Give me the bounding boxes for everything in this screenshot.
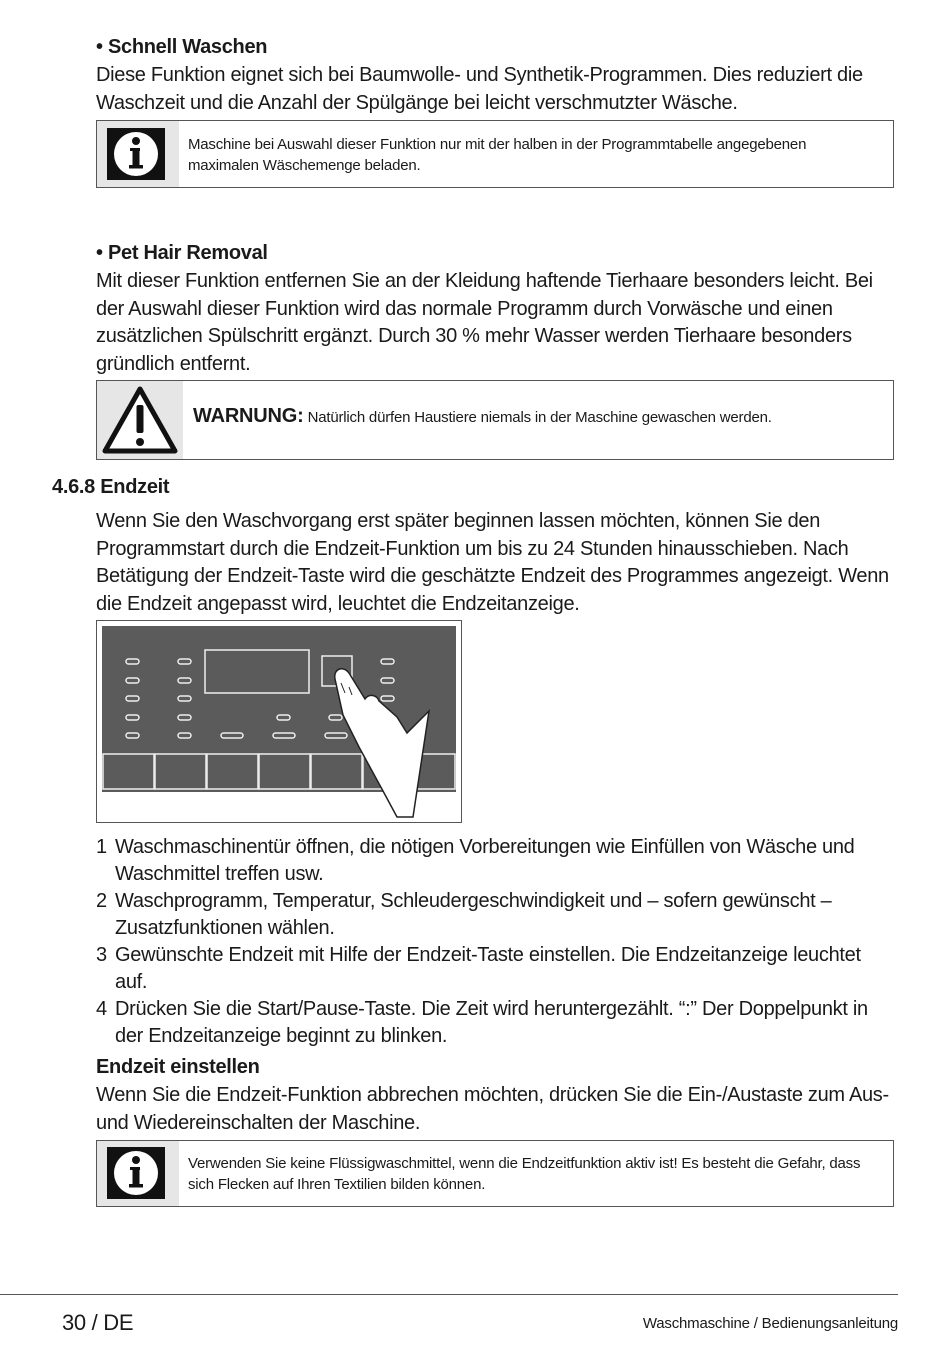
info-icon — [107, 128, 165, 185]
info-note-1-text: Maschine bei Auswahl dieser Funktion nur mit der halben in der Programmtabelle angegebenen maximalen Wäschemenge beladen. — [188, 136, 807, 174]
pet-hair-heading: • Pet Hair Removal — [96, 242, 268, 264]
pet-hair-text: Mit dieser Funktion entfernen Sie an der Kleidung haftende Tierhaare besonders leicht. Bei der Auswahl dieser Funktion wird das normale Programm durch Vorwäsche und einen zusätzlichen Spülschritt ergänzt. Durch 30 % mehr Wasser werden Tierhaare besonders gründlich entfernt. — [96, 270, 873, 375]
page-number: 30 / DE — [62, 1310, 134, 1335]
list-item: 2 Waschprogramm, Temperatur, Schleudergeschwindigkeit und – sofern gewünscht – Zusatzfunktionen wählen. — [96, 890, 832, 939]
endzeit-steps-list — [96, 834, 896, 1050]
list-item: 4 Drücken Sie die Start/Pause-Taste. Die Zeit wird heruntergezählt. “:” Der Doppelpunkt in der Endzeitanzeige beginnt zu blinken. — [96, 998, 868, 1047]
warning-triangle-icon — [101, 385, 179, 460]
list-item: 3 Gewünschte Endzeit mit Hilfe der Endzeit-Taste einstellen. Die Endzeitanzeige leuchtet auf. — [96, 944, 861, 993]
warning-note — [96, 380, 894, 460]
document-title: Waschmaschine / Bedienungsanleitung — [642, 1315, 898, 1332]
endzeit-section-title: 4.6.8 Endzeit — [52, 476, 170, 498]
info-note-2 — [96, 1140, 894, 1207]
endzeit-einstellen-heading: Endzeit einstellen — [96, 1056, 260, 1078]
endzeit-einstellen-text: Wenn Sie die Endzeit-Funktion abbrechen möchten, drücken Sie die Ein-/Austaste zum Aus- und Wiedereinschalten der Maschine. — [96, 1084, 889, 1134]
schnell-waschen-text: Diese Funktion eignet sich bei Baumwolle- und Synthetik-Programmen. Dies reduziert die Waschzeit und die Anzahl der Spülgänge bei leicht verschmutzter Wäsche. — [96, 64, 863, 114]
info-note-2-text: Verwenden Sie keine Flüssigwaschmittel, wenn die Endzeitfunktion aktiv ist! Es besteht die Gefahr, dass sich Flecken auf Ihren Textilien bilden können. — [188, 1155, 861, 1193]
endzeit-intro-text: Wenn Sie den Waschvorgang erst später beginnen lassen möchten, können Sie den Programmstart durch die Endzeit-Funktion um bis zu 24 Stunden hinausschieben. Nach Betätigung der Endzeit-Taste wird die geschätzte Endzeit des Programmes angezeigt. Wenn die Endzeit angepasst wird, leuchtet die Endzeitanzeige. — [96, 510, 889, 615]
warning-label: WARNUNG: — [193, 405, 304, 427]
control-panel-illustration — [96, 620, 462, 823]
info-note-1 — [96, 120, 894, 188]
info-icon — [107, 1147, 165, 1204]
schnell-waschen-heading: • Schnell Waschen — [96, 36, 268, 58]
warning-text: Natürlich dürfen Haustiere niemals in der Maschine gewaschen werden. — [303, 409, 772, 426]
footer-divider — [0, 1294, 898, 1295]
list-item: 1 Waschmaschinentür öffnen, die nötigen Vorbereitungen wie Einfüllen von Wäsche und Waschmittel treffen usw. — [96, 836, 855, 885]
